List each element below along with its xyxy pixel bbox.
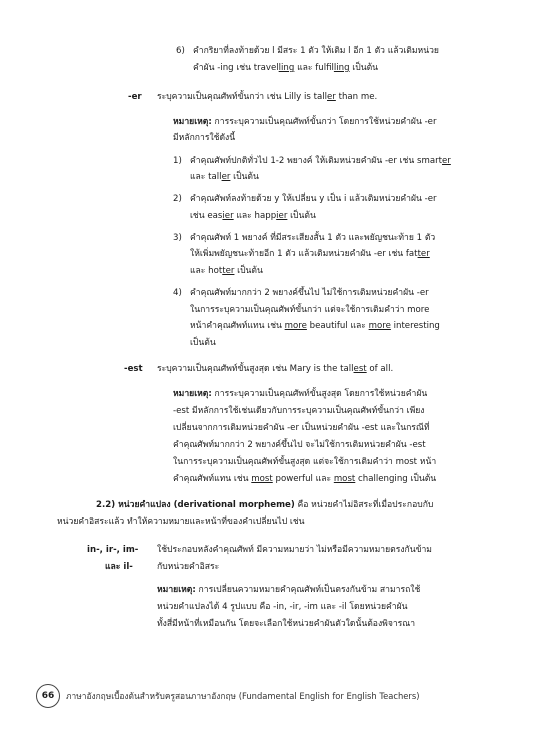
er-rule-4-number: 4) [173, 288, 182, 298]
negative-prefix-note-line-3: ทั้งสี่มีหน้าที่เหมือนกัน โดยจะเลือกใช้หน่วยคำผันตัวใดนั้นต้องพิจารณา [157, 619, 416, 629]
est-note-line-1: หมายเหตุ: การระบุความเป็นคุณศัพท์ขั้นสูงสุด โดยการใช้หน่วยคำผัน [173, 389, 428, 399]
er-rule-3-line-1: คำคุณศัพท์ 1 พยางค์ ที่มีสระเสียงสั้น 1 ตัว และพยัญชนะท้าย 1 ตัว [190, 233, 436, 243]
negative-prefix-note-line-2: หน่วยคำแปลงได้ 4 รูปแบบ คือ -in, -ir, -im และ -il โดยหน่วยคำผัน [157, 602, 408, 612]
er-note-line-1: หมายเหตุ: การระบุความเป็นคุณศัพท์ขั้นกว่า โดยการใช้หน่วยคำผัน -er [173, 117, 437, 127]
negative-prefix-label-2: และ il- [105, 562, 133, 572]
est-note-line-5: ในการระบุความเป็นคุณศัพท์ขั้นสูงสุด แต่จะใช้การเติมคำว่า most หน้า [173, 457, 437, 467]
section-2-2-line-1: 2.2) หน่วยคำแปลง (derivational morpheme) คือ หน่วยคำไม่อิสระที่เมื่อประกอบกับ [96, 500, 434, 510]
er-rule-4-line-3: หน้าคำคุณศัพท์แทน เช่น more beautiful และ more interesting [190, 321, 440, 331]
er-rule-4-line-2: ในการระบุความเป็นคุณศัพท์ขั้นกว่า แต่จะใช้การเติมคำว่า more [190, 305, 430, 315]
er-rule-1-line-2: และ taller เป็นต้น [190, 172, 259, 182]
est-suffix-label: -est [124, 364, 143, 374]
est-note-line-6: คำคุณศัพท์แทน เช่น most powerful และ most challenging เป็นต้น [173, 474, 437, 484]
item-6-line-1: คำกริยาที่ลงท้ายด้วย l มีสระ 1 ตัว ให้เติม l อีก 1 ตัว แล้วเติมหน่วย [193, 46, 439, 56]
er-definition: ระบุความเป็นคุณศัพท์ขั้นกว่า เช่น Lilly is taller than me. [157, 92, 378, 102]
er-suffix-label: -er [128, 92, 142, 102]
negative-prefix-label-1: in-, ir-, im- [87, 545, 139, 555]
negative-prefix-note-line-1: หมายเหตุ: การเปลี่ยนความหมายคำคุณศัพท์เป็นตรงกันข้าม สามารถใช้ [157, 585, 421, 595]
book-title-footer: ภาษาอังกฤษเบื้องต้นสำหรับครูสอนภาษาอังกฤษ (Fundamental English for English Teachers) [66, 691, 420, 701]
est-note-line-3: เปลี่ยนจากการเติมหน่วยคำผัน -er เป็นหน่วยคำผัน -est และในกรณีที่ [173, 423, 430, 433]
er-rule-3-number: 3) [173, 233, 182, 243]
item-6-line-2: คำผัน -ing เช่น travelling และ fulfilling เป็นต้น [193, 63, 379, 73]
er-rule-4-line-4: เป็นต้น [190, 338, 216, 348]
er-rule-1-number: 1) [173, 156, 182, 166]
er-rule-2-line-2: เช่น easier และ happier เป็นต้น [190, 211, 316, 221]
er-rule-2-number: 2) [173, 194, 182, 204]
est-note-line-4: คำคุณศัพท์มากกว่า 2 พยางค์ขึ้นไป จะไม่ใช้การเติมหน่วยคำผัน -est [173, 440, 426, 450]
item-6-number: 6) [176, 46, 185, 56]
er-rule-3-line-3: และ hotter เป็นต้น [190, 266, 263, 276]
er-rule-1-line-1: คำคุณศัพท์ปกติทั่วไป 1-2 พยางค์ ให้เติมหน่วยคำผัน -er เช่น smarter [190, 156, 451, 166]
section-2-2-line-2: หน่วยคำอิสระแล้ว ทำให้ความหมายและหน้าที่ของคำเปลี่ยนไป เช่น [57, 517, 305, 527]
page-number-badge: 66 [36, 684, 60, 708]
er-rule-3-line-2: ให้เพิ่มพยัญชนะท้ายอีก 1 ตัว แล้วเติมหน่วยคำผัน -er เช่น fatter [190, 249, 430, 259]
er-note-line-2: มีหลักการใช้ดังนี้ [173, 133, 236, 143]
negative-prefix-definition-1: ใช้ประกอบหลังคำคุณศัพท์ มีความหมายว่า ไม่หรือมีความหมายตรงกันข้าม [157, 545, 432, 555]
er-rule-2-line-1: คำคุณศัพท์ลงท้ายด้วย y ให้เปลี่ยน y เป็น i แล้วเติมหน่วยคำผัน -er [190, 194, 437, 204]
negative-prefix-definition-2: กับหน่วยคำอิสระ [157, 562, 220, 572]
est-definition: ระบุความเป็นคุณศัพท์ขั้นสูงสุด เช่น Mary is the tallest of all. [157, 364, 394, 374]
est-note-line-2: -est มีหลักการใช้เช่นเดียวกับการระบุความเป็นคุณศัพท์ขั้นกว่า เพียง [173, 406, 425, 416]
er-rule-4-line-1: คำคุณศัพท์มากกว่า 2 พยางค์ขึ้นไป ไม่ใช้การเติมหน่วยคำผัน -er [190, 288, 429, 298]
